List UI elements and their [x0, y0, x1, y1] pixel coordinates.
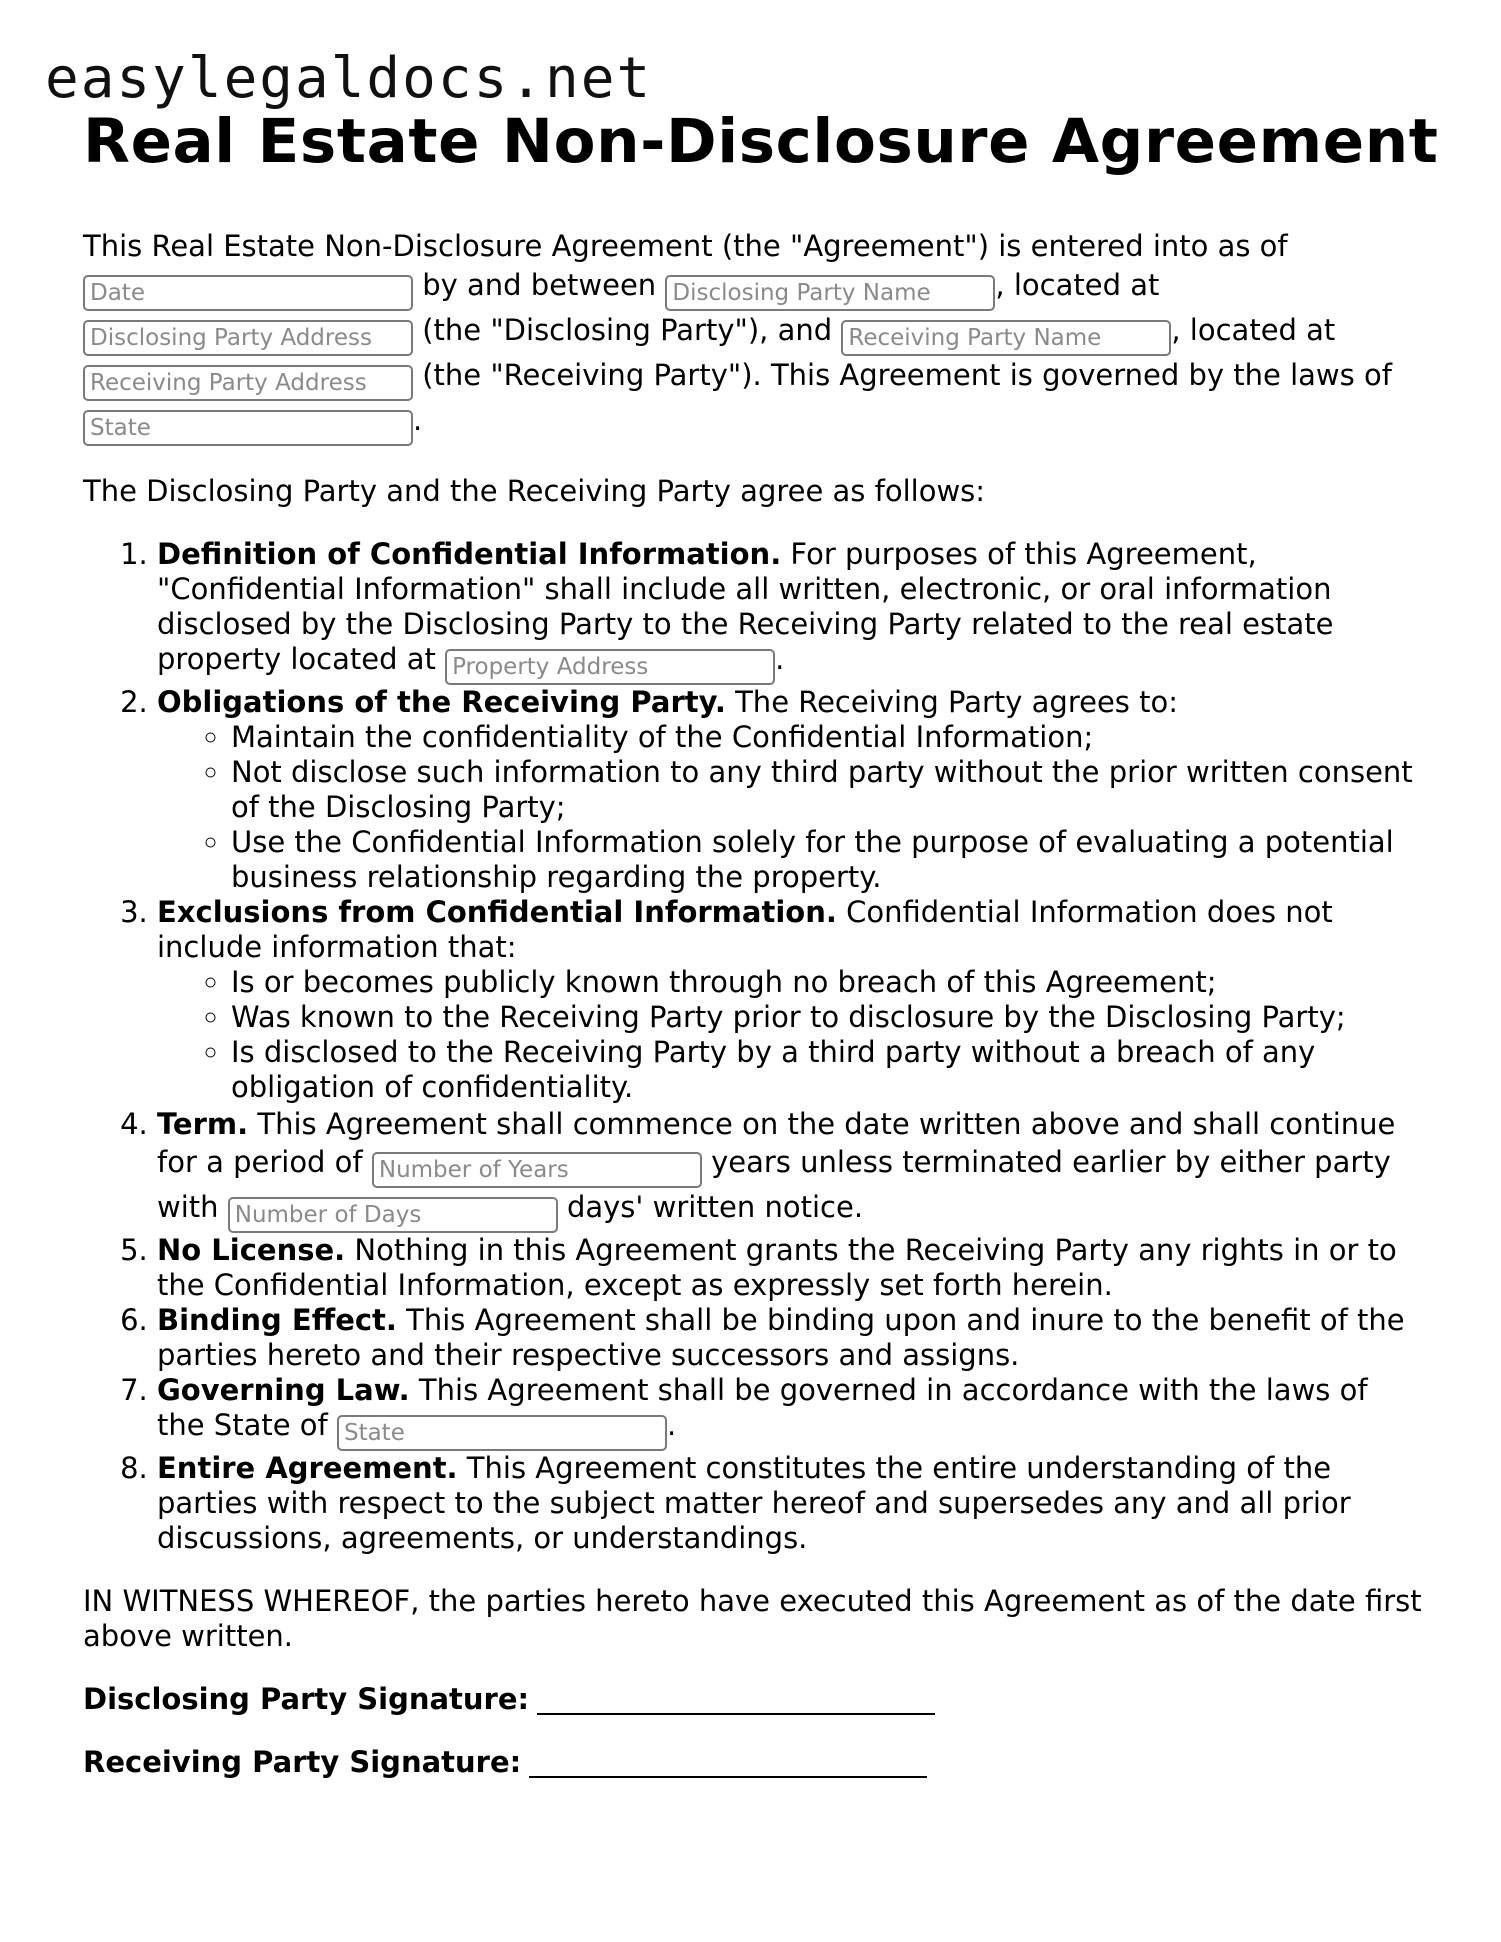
receiving-party-name-field[interactable]: [841, 320, 1171, 356]
clause-1-end: .: [775, 641, 785, 676]
witness-paragraph: IN WITNESS WHEREOF, the parties hereto have executed this Agreement as of the date first above written.: [83, 1584, 1422, 1653]
document: [83, 105, 1439, 1780]
receiving-signature-row: [83, 1745, 1423, 1780]
clause-2-text: The Receiving Party agrees to:: [725, 684, 1178, 719]
clause-list: [83, 537, 1423, 1557]
clause-6-text: This Agreement shall be binding upon and inure to the benefit of the parties hereto and their respective successors and assigns.: [157, 1303, 1405, 1372]
clause-1: [157, 537, 1423, 685]
clause-3: [157, 895, 1423, 1105]
list-item: ◦ Use the Confidential Information solely for the purpose of evaluating a potential business relationship regarding the property.: [231, 825, 1423, 895]
clause-1-heading: Definition of Confidential Information.: [157, 536, 782, 571]
clause-7-text: This Agreement shall be governed in accordance with the laws of the State of: [157, 1373, 1368, 1442]
clause-3-text: Confidential Information does not include information that:: [157, 894, 1333, 964]
clause-4-text-2: years unless terminated earlier by either party with: [157, 1145, 1391, 1224]
clause-8-heading: Entire Agreement.: [157, 1451, 458, 1485]
clause-3-heading: Exclusions from Confidential Information.: [157, 894, 837, 929]
date-field[interactable]: [83, 275, 413, 311]
clause-7-heading: Governing Law.: [157, 1373, 410, 1407]
clause-5-heading: No License.: [157, 1233, 346, 1267]
disclosing-signature-label: Disclosing Party Signature:: [83, 1682, 530, 1716]
receiving-signature-line[interactable]: [529, 1746, 927, 1778]
disclosing-signature-line[interactable]: [537, 1683, 935, 1715]
intro-paragraph: [83, 227, 1423, 446]
list-item: ◦ Not disclose such information to any third party without the prior written consent of the Disclosing Party;: [231, 755, 1423, 825]
intro-text-4: (the "Disclosing Party"), and: [422, 312, 833, 347]
clause-4-heading: Term.: [157, 1106, 249, 1141]
property-address-field[interactable]: [445, 649, 775, 685]
intro-text-2: by and between: [422, 267, 657, 302]
intro-text-1: This Real Estate Non-Disclosure Agreement (the "Agreement") is entered into as of: [83, 229, 1288, 263]
intro-text-6: (the "Receiving Party"). This Agreement is governed by the laws of: [422, 357, 1392, 392]
disclosing-party-address-field[interactable]: [83, 320, 413, 356]
clause-4-text-3: days' written notice.: [557, 1190, 864, 1224]
clause-1-text: For purposes of this Agreement, "Confidential Information" shall include all written, electronic, or oral information disclosed by the Disclosing Party to the Receiving Party related to the real estate property located at: [157, 536, 1334, 676]
number-of-years-field[interactable]: [372, 1152, 702, 1188]
intro-text-7: .: [413, 402, 423, 437]
clause-2-items: [157, 720, 1423, 895]
receiving-signature-label: Receiving Party Signature:: [83, 1745, 522, 1779]
agree-paragraph: The Disclosing Party and the Receiving Party agree as follows:: [83, 473, 986, 508]
clause-2-heading: Obligations of the Receiving Party.: [157, 684, 726, 719]
disclosing-party-name-field[interactable]: [665, 275, 995, 311]
clause-5: [157, 1233, 1423, 1303]
governing-law-state-field[interactable]: [337, 1415, 667, 1451]
clause-6-heading: Binding Effect.: [157, 1303, 397, 1337]
clause-8-text: This Agreement constitutes the entire understanding of the parties with respect to the subject matter hereof and supersedes any and all prior discussions, agreements, or understandings.: [157, 1451, 1351, 1555]
disclosing-signature-row: [83, 1682, 1423, 1717]
list-item: ◦ Is or becomes publicly known through no breach of this Agreement;: [231, 965, 1423, 1000]
clause-8: [157, 1451, 1423, 1556]
document-title: Real Estate Non-Disclosure Agreement: [83, 106, 1439, 177]
intro-text-3: , located at: [995, 267, 1160, 302]
intro-text-5: , located at: [1171, 312, 1336, 347]
list-item: ◦ Is disclosed to the Receiving Party by a third party without a breach of any obligation of confidentiality.: [231, 1035, 1423, 1105]
number-of-days-field[interactable]: [228, 1197, 558, 1233]
governing-state-field[interactable]: [83, 410, 413, 446]
clause-3-items: [157, 965, 1423, 1105]
clause-7: [157, 1373, 1423, 1451]
clause-4: [157, 1105, 1423, 1234]
receiving-party-address-field[interactable]: [83, 365, 413, 401]
site-brand: easylegaldocs.net: [45, 46, 653, 111]
clause-6: [157, 1303, 1423, 1373]
clause-5-text: Nothing in this Agreement grants the Receiving Party any rights in or to the Confidential Information, except as expressly set forth herein.: [157, 1233, 1397, 1302]
list-item: ◦ Was known to the Receiving Party prior to disclosure by the Disclosing Party;: [231, 1000, 1423, 1035]
clause-2: [157, 685, 1423, 895]
clause-7-end: .: [666, 1408, 677, 1442]
list-item: ◦ Maintain the confidentiality of the Confidential Information;: [231, 720, 1423, 755]
clause-4-text-1: This Agreement shall commence on the date written above and shall continue for a period of: [157, 1106, 1396, 1179]
